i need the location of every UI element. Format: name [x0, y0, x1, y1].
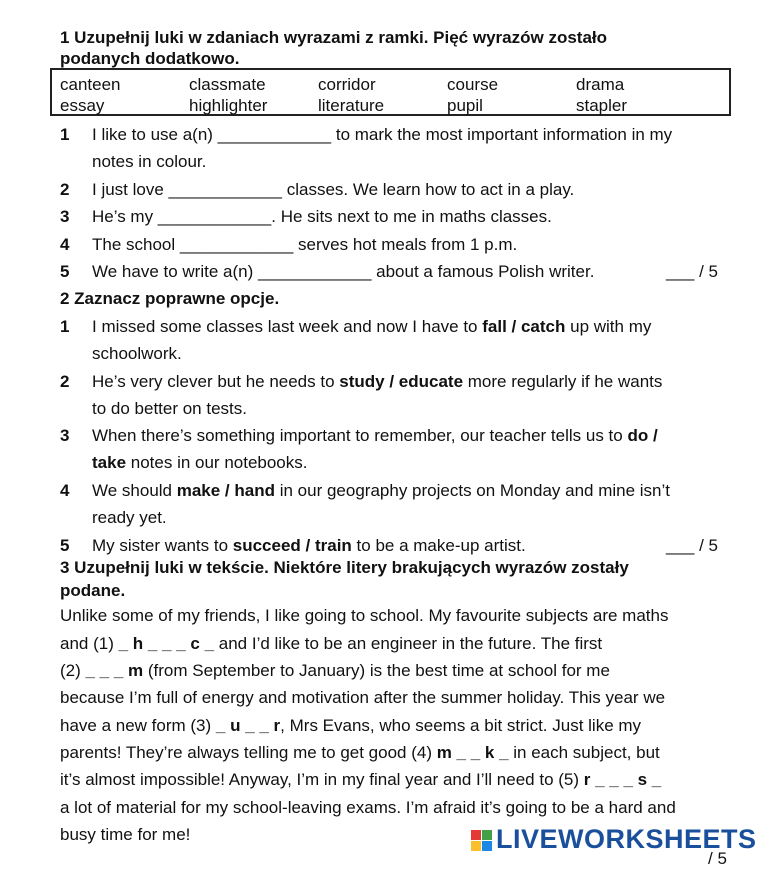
s2-options[interactable]: study / educate: [339, 372, 464, 391]
s1-item-number: 1: [60, 125, 70, 144]
s1-item-text: The school ____________ serves hot meals from 1 p.m.: [92, 235, 518, 254]
logo-grid-icon: [471, 830, 493, 852]
s1-item-number: 3: [60, 207, 70, 226]
s3-score: / 5: [708, 849, 727, 868]
s2-item-number: 1: [60, 317, 70, 336]
word-pupil: pupil: [447, 96, 483, 115]
s1-item-text-cont: notes in colour.: [92, 152, 207, 171]
s1-item-text: We have to write a(n) ____________ about a famous Polish writer.: [92, 262, 595, 281]
gap-4[interactable]: m _ _ k _: [436, 743, 509, 762]
word-box: [50, 68, 731, 116]
s1-item-number: 4: [60, 235, 70, 254]
s2-options[interactable]: do /: [627, 426, 658, 445]
word-highlighter: highlighter: [189, 96, 268, 115]
word-classmate: classmate: [189, 75, 266, 94]
s2-item-text-cont: ready yet.: [92, 508, 167, 527]
s2-item-text-cont: schoolwork.: [92, 344, 182, 363]
s2-options[interactable]: fall / catch: [482, 317, 566, 336]
word-course: course: [447, 75, 499, 94]
section2-title: 2 Zaznacz poprawne opcje.: [60, 289, 280, 308]
s2-item-text: He’s very clever but he needs to study / educate more regularly if he wants: [92, 372, 663, 391]
gap-5[interactable]: r _ _ _ s _: [583, 770, 662, 789]
s2-item-number: 4: [60, 481, 70, 500]
gap-1[interactable]: _ h _ _ _ c _: [118, 634, 215, 653]
s2-options[interactable]: make / hand: [176, 481, 275, 500]
word-corridor: corridor: [318, 75, 376, 94]
word-canteen: canteen: [60, 75, 121, 94]
s3-text-line: busy time for me!: [60, 825, 191, 844]
word-essay: essay: [60, 96, 105, 115]
section3-title-line2: podane.: [60, 581, 126, 600]
s2-item-text-cont: to do better on tests.: [92, 399, 247, 418]
s3-text-line: parents! They’re always telling me to get good (4) m _ _ k _ in each subject, but: [60, 743, 660, 762]
s2-item-text-cont: take notes in our notebooks.: [92, 453, 308, 472]
s1-item-text: He’s my ____________. He sits next to me in maths classes.: [92, 207, 552, 226]
section1-title: 1 Uzupełnij luki w zdaniach wyrazami z ramki. Pięć wyrazów zostało: [60, 28, 608, 47]
word-drama: drama: [576, 75, 625, 94]
s2-item-number: 2: [60, 372, 70, 391]
s3-text-line: a lot of material for my school-leaving exams. I’m afraid it’s going to be a hard and: [60, 798, 676, 817]
gap-2[interactable]: _ _ _ m: [85, 661, 144, 680]
s3-text-line: and (1) _ h _ _ _ c _ and I’d like to be an engineer in the future. The first: [60, 634, 603, 653]
s1-item-text: I like to use a(n) ____________ to mark the most important information in my: [92, 125, 673, 144]
s2-item-text: My sister wants to succeed / train to be a make-up artist.: [92, 536, 526, 555]
s2-item-text: We should make / hand in our geography projects on Monday and mine isn’t: [92, 481, 671, 500]
s3-text-line: because I’m full of energy and motivation after the summer holiday. This year we: [60, 688, 666, 707]
s1-score: ___ / 5: [666, 262, 718, 281]
gap-3[interactable]: _ u _ _ r: [215, 716, 281, 735]
section1-title-line2: podanych dodatkowo.: [60, 49, 240, 68]
s3-text-line: have a new form (3) _ u _ _ r, Mrs Evans, who seems a bit strict. Just like my: [60, 716, 642, 735]
section3-title: 3 Uzupełnij luki w tekście. Niektóre litery brakujących wyrazów zostały: [60, 558, 629, 577]
s3-text-line: Unlike some of my friends, I like going to school. My favourite subjects are maths: [60, 606, 669, 625]
s2-options[interactable]: succeed / train: [232, 536, 352, 555]
s2-item-text: I missed some classes last week and now I have to fall / catch up with my: [92, 317, 652, 336]
s1-item-text: I just love ____________ classes. We learn how to act in a play.: [92, 180, 575, 199]
s2-item-number: 5: [60, 536, 70, 555]
s2-options-cont[interactable]: take: [92, 453, 127, 472]
s2-item-text: When there’s something important to remember, our teacher tells us to do /: [92, 426, 658, 445]
s3-text-line: (2) _ _ _ m (from September to January) is the best time at school for me: [60, 661, 610, 680]
word-literature: literature: [318, 96, 385, 115]
s2-item-number: 3: [60, 426, 70, 445]
s2-score: ___ / 5: [666, 536, 718, 555]
s3-text-line: it’s almost impossible! Anyway, I’m in my final year and I’ll need to (5) r _ _ _ s _: [60, 770, 662, 789]
s1-item-number: 2: [60, 180, 70, 199]
word-stapler: stapler: [576, 96, 628, 115]
brand-name: LIVEWORKSHEETS: [496, 824, 757, 854]
s1-item-number: 5: [60, 262, 70, 281]
